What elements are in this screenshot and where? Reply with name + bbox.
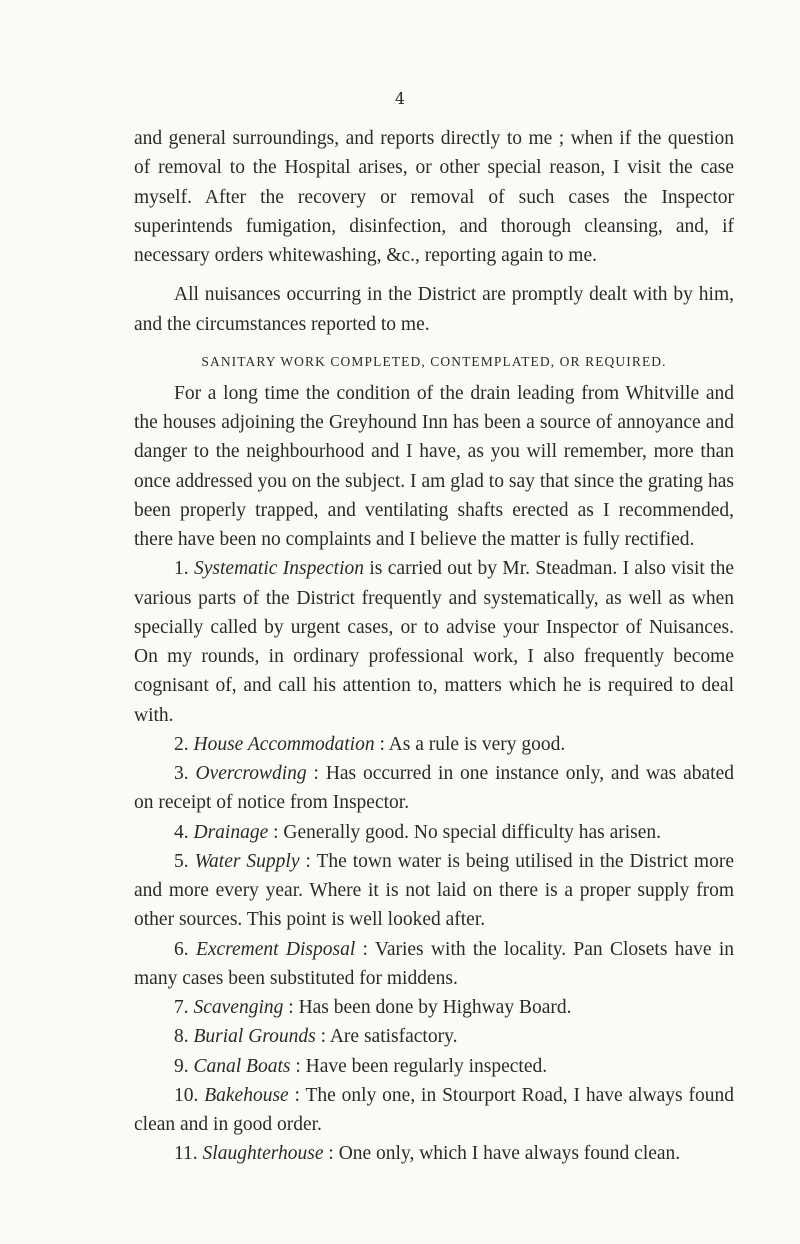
item-text: Have been regularly inspected. xyxy=(305,1055,548,1077)
item-title: Canal Boats xyxy=(193,1055,291,1077)
item-text: As a rule is very good. xyxy=(388,733,566,755)
item-separator: : xyxy=(290,1055,306,1077)
item-separator: : xyxy=(299,850,317,872)
item-text: Varies with the locality. Pan Closets have in many cases been substituted for middens. xyxy=(134,938,734,989)
item-number: 1. xyxy=(174,558,189,580)
section-heading: SANITARY WORK COMPLETED, CONTEMPLATED, OR REQUIRED. xyxy=(201,353,667,369)
item-number: 4. xyxy=(174,821,189,843)
item-number: 7. xyxy=(174,997,189,1018)
list-item xyxy=(134,1022,734,1051)
item-title: Overcrowding xyxy=(195,763,307,784)
item-text: Has been done by Highway Board. xyxy=(298,997,572,1018)
item-title: Systematic Inspection xyxy=(194,558,364,580)
item-number: 6. xyxy=(174,938,189,960)
item-title: House Accommodation xyxy=(193,733,375,755)
item-separator: : xyxy=(374,733,389,755)
numbered-items xyxy=(134,554,734,1168)
item-separator: : xyxy=(288,1084,306,1106)
item-separator: : xyxy=(306,763,326,784)
list-item xyxy=(134,554,734,730)
item-separator: : xyxy=(315,1026,330,1048)
list-item xyxy=(134,818,734,847)
list-item xyxy=(134,1139,734,1168)
item-number: 10. xyxy=(174,1084,199,1106)
item-text: Generally good. No special difficulty has arisen. xyxy=(283,821,662,843)
list-item xyxy=(134,935,734,994)
item-title: Bakehouse xyxy=(204,1084,289,1106)
item-text: is carried out by Mr. Steadman. I also visit the various parts of the District frequently and systematically, as well as when specially called by urgent cases, or to advise your Inspector of Nuisances. On my rounds, in ordinary professional work, I also frequently become cognisant of, and call his attention to, matters which he is required to deal with. xyxy=(134,558,735,726)
document-body xyxy=(134,124,734,1169)
paragraph-drain: For a long time the condition of the drain leading from Whitville and the houses adjoining the Greyhound Inn has been a source of annoyance and danger to the neighbourhood and I have, as you will remember, more than once addressed you on the subject. I am glad to say that since the grating has been properly trapped, and ventilating shafts erected as I recommended, there have been no complaints and I believe the matter is fully rectified. xyxy=(134,382,734,550)
item-title: Slaughterhouse xyxy=(202,1143,324,1165)
list-item xyxy=(134,993,734,1022)
paragraph-nuisances: All nuisances occurring in the District are promptly dealt with by him, and the circumstances reported to me. xyxy=(134,284,734,335)
item-number: 9. xyxy=(174,1055,189,1077)
item-separator: : xyxy=(323,1143,339,1165)
list-item xyxy=(134,847,734,935)
item-separator: : xyxy=(268,821,284,843)
item-number: 3. xyxy=(174,763,189,784)
item-separator: : xyxy=(283,997,299,1018)
paragraph-continuation: and general surroundings, and reports directly to me ; when if the question of removal to the Hospital arises, or other special reason, I visit the case myself. After the recovery or removal of such cases the Inspector superintends fumigation, disinfection, and thorough cleansing, and, if necessary orders whitewashing, &c., reporting again to me. xyxy=(134,128,734,266)
list-item xyxy=(134,730,734,759)
list-item xyxy=(134,1081,734,1140)
item-title: Water Supply xyxy=(194,850,300,872)
item-text: One only, which I have always found clean. xyxy=(338,1143,681,1165)
item-title: Scavenging xyxy=(193,997,284,1018)
item-text: Has occurred in one instance only, and was abated on receipt of notice from Inspector. xyxy=(134,763,734,814)
item-text: Are satisfactory. xyxy=(329,1026,458,1048)
item-text: The only one, in Stourport Road, I have always found clean and in good order. xyxy=(134,1084,734,1135)
item-title: Excrement Disposal xyxy=(195,938,356,960)
item-number: 5. xyxy=(174,850,189,872)
item-title: Burial Grounds xyxy=(193,1026,316,1048)
page-number: 4 xyxy=(394,89,406,108)
item-text: The town water is being utilised in the District more and more every year. Where it is not laid on there is a proper supply from other sources. This point is well looked after. xyxy=(134,850,734,931)
item-number: 2. xyxy=(174,733,189,755)
list-item xyxy=(134,759,734,818)
item-number: 8. xyxy=(174,1026,189,1048)
item-number: 11. xyxy=(174,1143,198,1165)
item-title: Drainage xyxy=(193,821,269,843)
list-item xyxy=(134,1052,734,1081)
item-separator: : xyxy=(355,938,375,960)
